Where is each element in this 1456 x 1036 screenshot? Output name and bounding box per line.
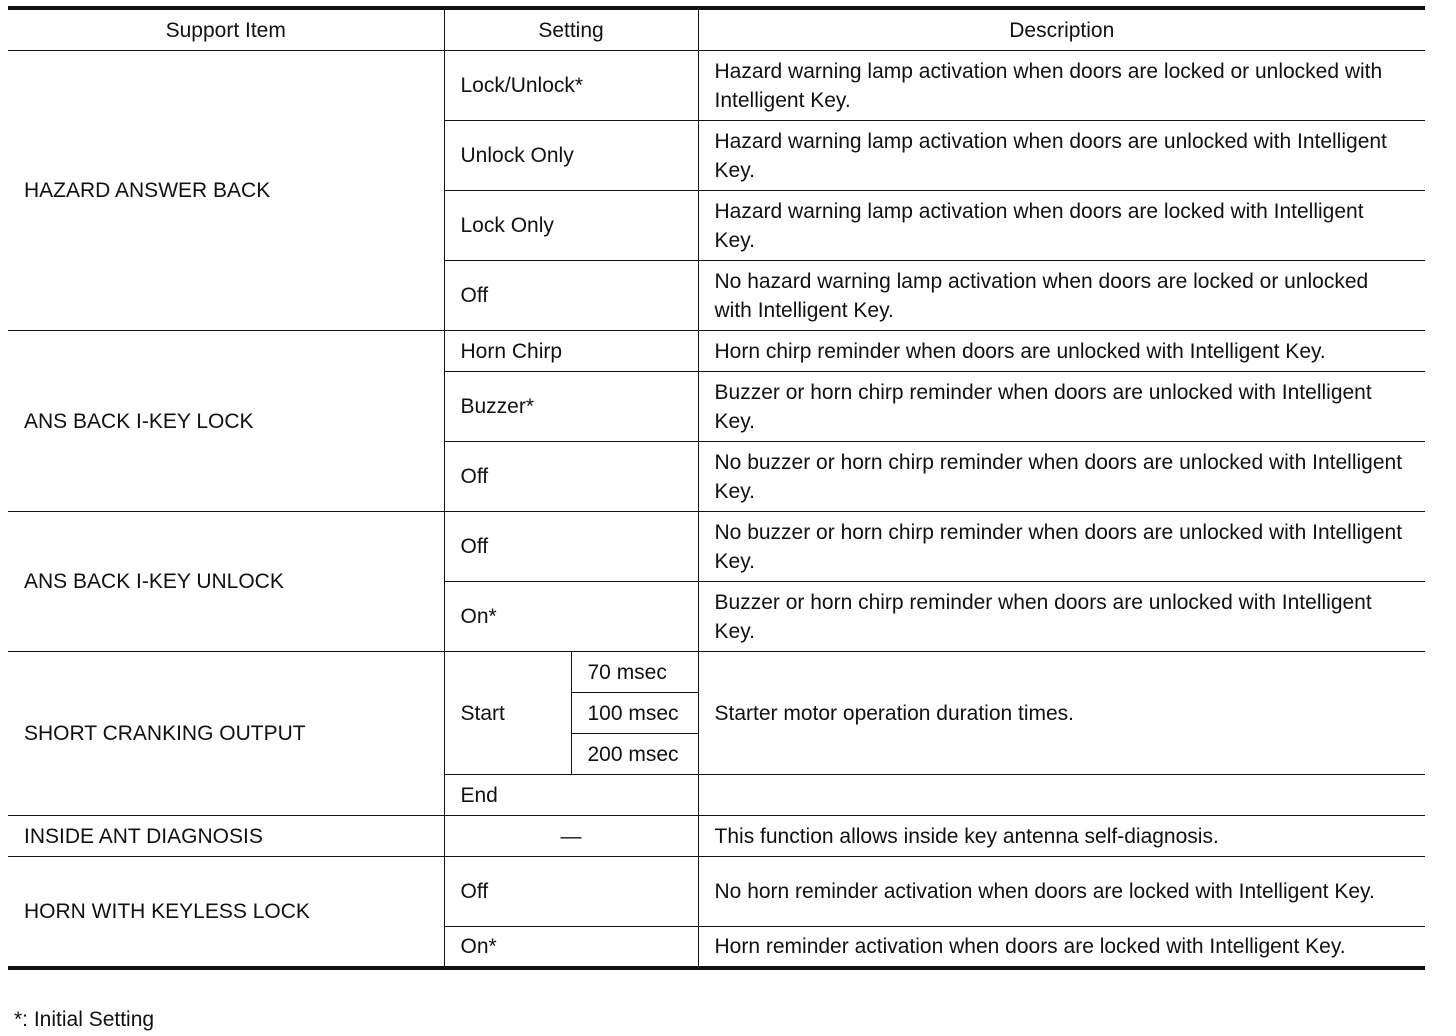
setting-cell: On*	[444, 927, 698, 968]
duration-cell: 70 msec	[571, 652, 698, 693]
description-cell: Hazard warning lamp activation when doors are locked with Intelligent Key.	[698, 191, 1425, 261]
header-support-item: Support Item	[8, 8, 444, 51]
table-row	[8, 51, 1425, 121]
header-description: Description	[698, 8, 1425, 51]
table-row	[8, 816, 1425, 857]
description-cell: Horn chirp reminder when doors are unlocked with Intelligent Key.	[698, 331, 1425, 372]
description-cell: Buzzer or horn chirp reminder when doors are unlocked with Intelligent Key.	[698, 582, 1425, 652]
description-cell: No buzzer or horn chirp reminder when doors are unlocked with Intelligent Key.	[698, 442, 1425, 512]
description-cell: Horn reminder activation when doors are locked with Intelligent Key.	[698, 927, 1425, 968]
support-item-inside-ant-diagnosis: INSIDE ANT DIAGNOSIS	[8, 816, 444, 857]
description-cell: This function allows inside key antenna self-diagnosis.	[698, 816, 1425, 857]
support-item-table	[8, 6, 1425, 970]
support-item-ans-back-i-key-lock: ANS BACK I-KEY LOCK	[8, 331, 444, 512]
setting-cell: Off	[444, 442, 698, 512]
table-row	[8, 857, 1425, 927]
footnote-initial-setting: *: Initial Setting	[14, 1008, 155, 1031]
support-item-ans-back-i-key-unlock: ANS BACK I-KEY UNLOCK	[8, 512, 444, 652]
description-cell	[698, 775, 1425, 816]
description-cell: Buzzer or horn chirp reminder when doors are unlocked with Intelligent Key.	[698, 372, 1425, 442]
support-item-short-cranking-output: SHORT CRANKING OUTPUT	[8, 652, 444, 816]
support-item-horn-with-keyless-lock: HORN WITH KEYLESS LOCK	[8, 857, 444, 968]
setting-cell: —	[444, 816, 698, 857]
description-cell: Starter motor operation duration times.	[698, 652, 1425, 775]
setting-cell: Off	[444, 512, 698, 582]
description-cell: Hazard warning lamp activation when doors are locked or unlocked with Intelligent Key.	[698, 51, 1425, 121]
description-cell: No horn reminder activation when doors are locked with Intelligent Key.	[698, 857, 1425, 927]
description-cell: No buzzer or horn chirp reminder when doors are unlocked with Intelligent Key.	[698, 512, 1425, 582]
setting-end-cell: End	[444, 775, 698, 816]
header-setting: Setting	[444, 8, 698, 51]
setting-cell: Off	[444, 261, 698, 331]
table-row	[8, 652, 1425, 693]
setting-cell: Horn Chirp	[444, 331, 698, 372]
table-row	[8, 331, 1425, 372]
setting-cell: Lock/Unlock*	[444, 51, 698, 121]
setting-cell: Unlock Only	[444, 121, 698, 191]
setting-cell: Lock Only	[444, 191, 698, 261]
table-header-row	[8, 8, 1425, 51]
duration-cell: 200 msec	[571, 734, 698, 775]
setting-start-cell: Start	[444, 652, 571, 775]
description-cell: No hazard warning lamp activation when doors are locked or unlocked with Intelligent Key.	[698, 261, 1425, 331]
duration-cell: 100 msec	[571, 693, 698, 734]
table-row	[8, 512, 1425, 582]
support-item-hazard-answer-back: HAZARD ANSWER BACK	[8, 51, 444, 331]
setting-cell: Buzzer*	[444, 372, 698, 442]
setting-cell: On*	[444, 582, 698, 652]
setting-cell: Off	[444, 857, 698, 927]
description-cell: Hazard warning lamp activation when doors are unlocked with Intelligent Key.	[698, 121, 1425, 191]
